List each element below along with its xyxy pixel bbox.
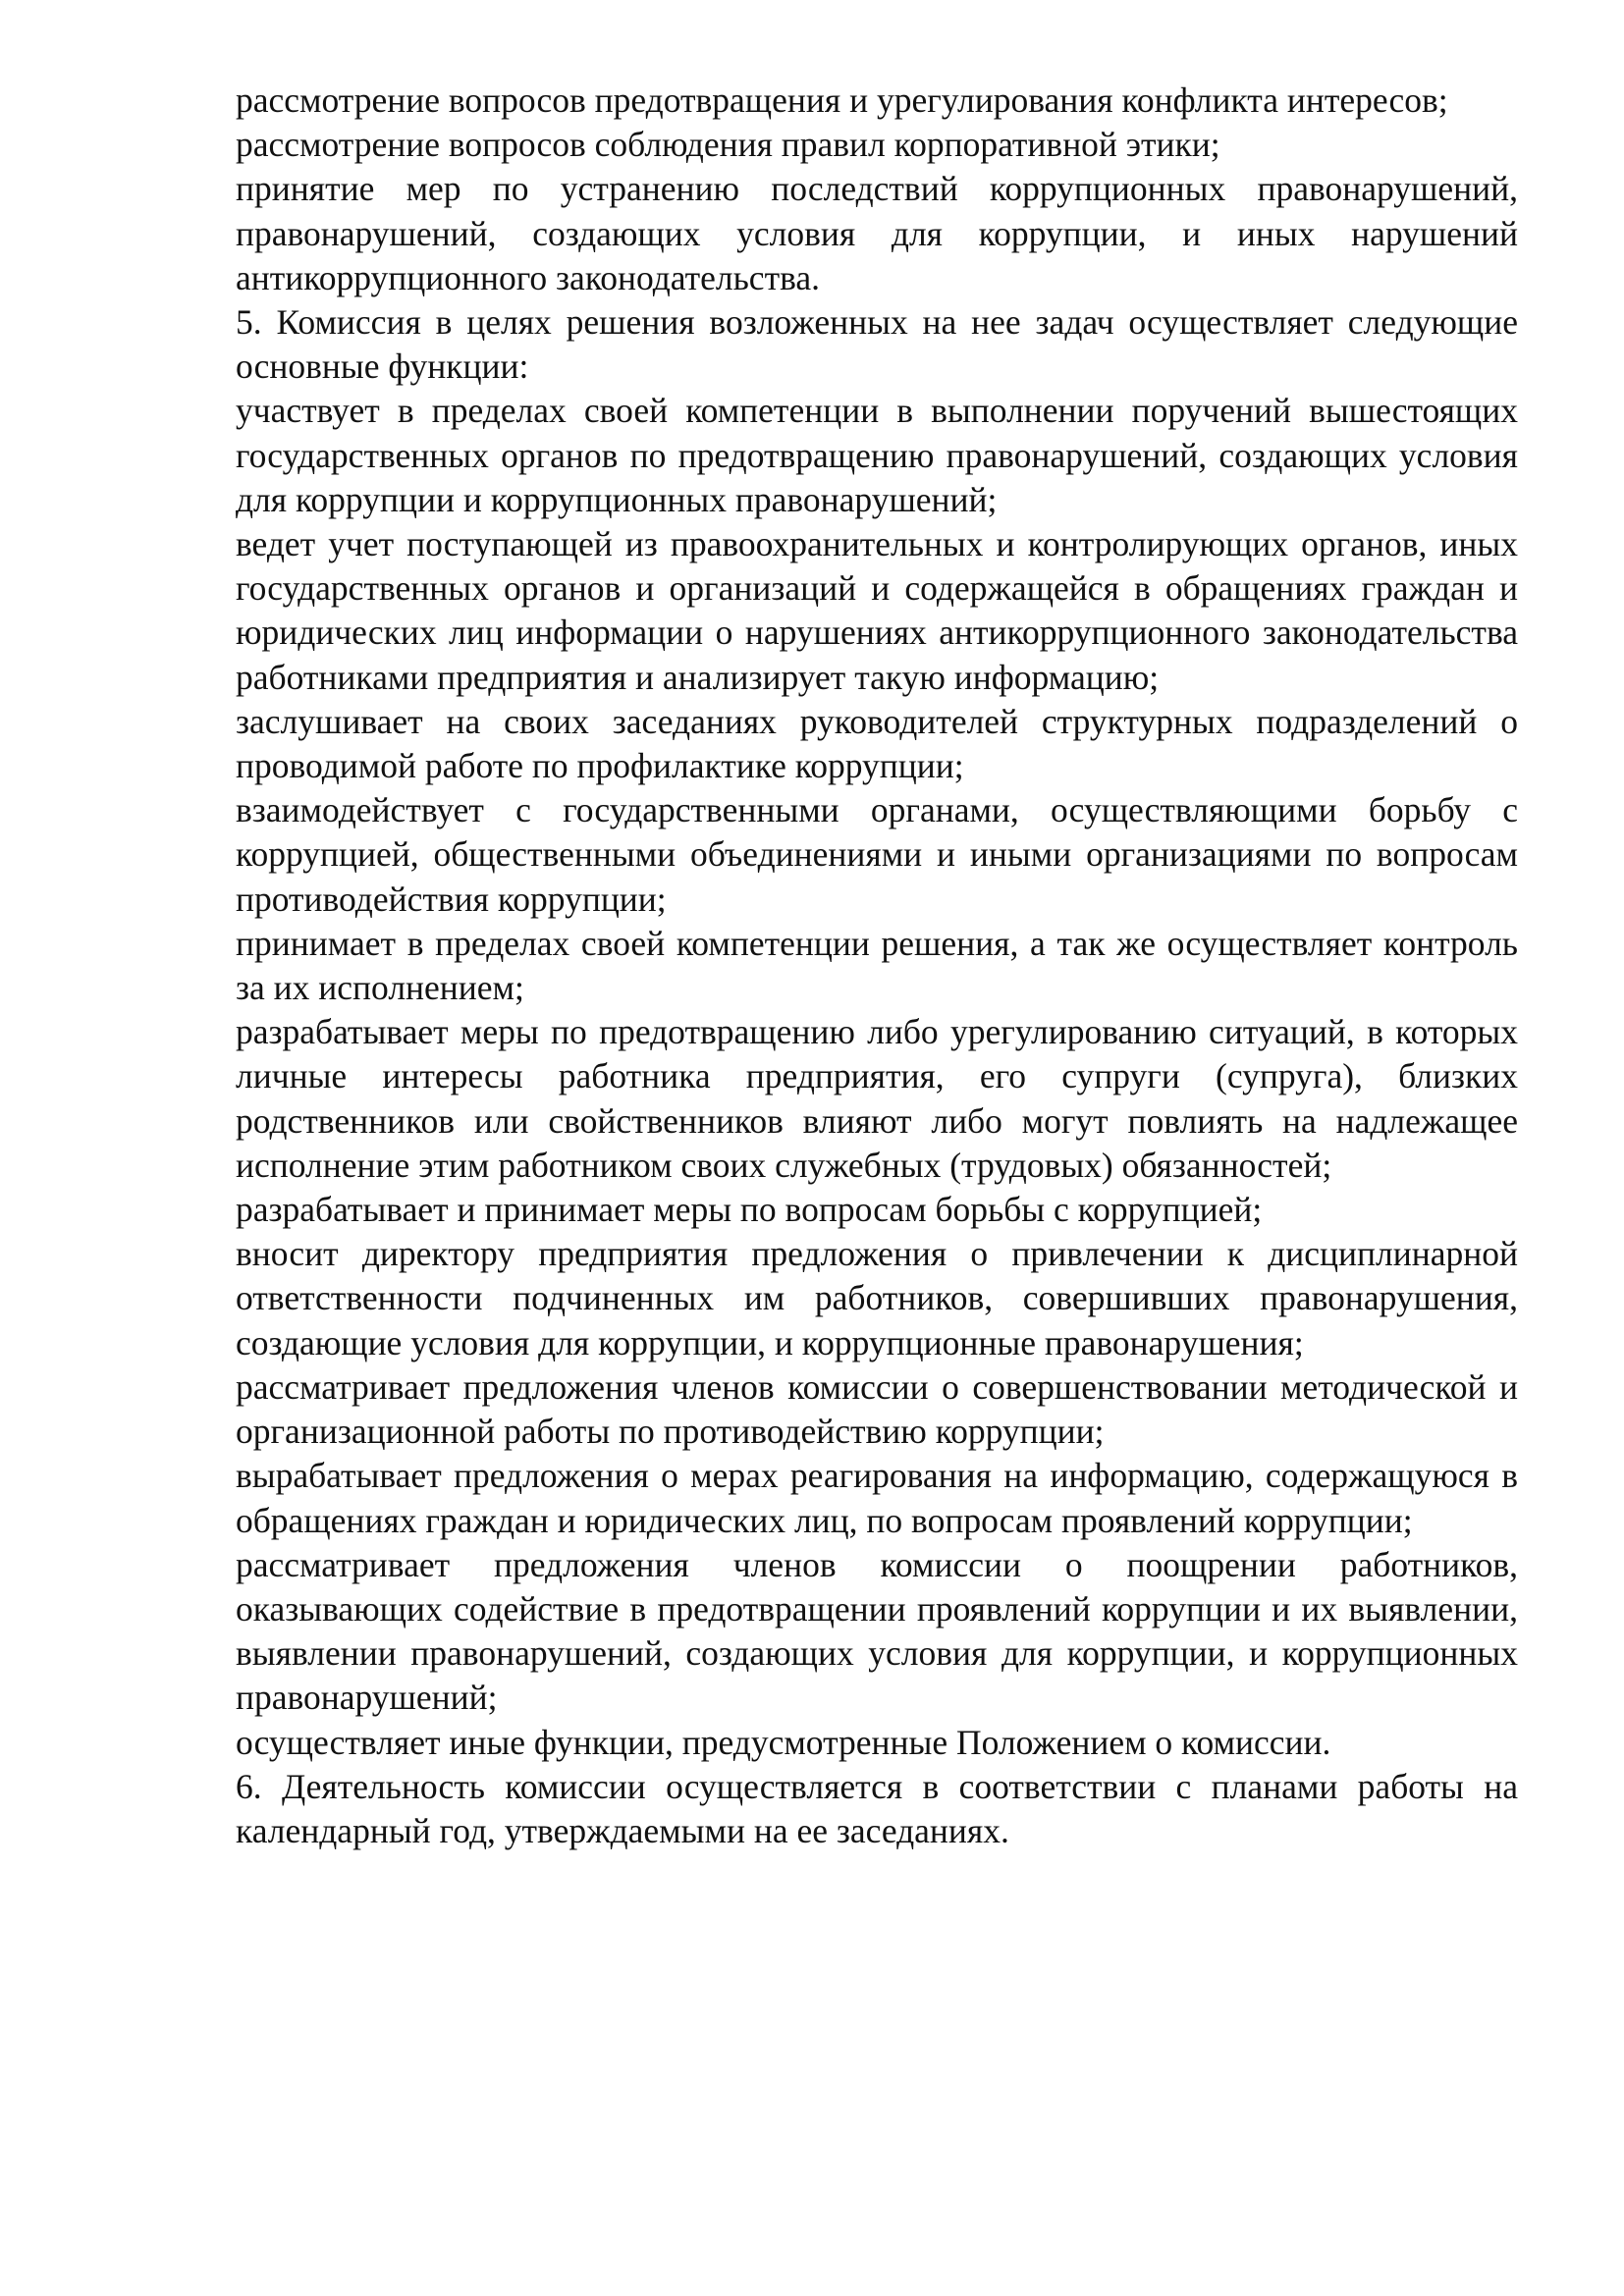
paragraph: рассмотрение вопросов предотвращения и урегулирования конфликта интересов;: [236, 80, 1448, 120]
paragraph: рассматривает предложения членов комиссии о поощрении работников, оказывающих содействие в предотвращении проявлений коррупции и их выявлении, выявлении правонарушений, создающих условия для коррупции, и коррупционных правонарушений;: [236, 1544, 1518, 1718]
paragraph: вносит директору предприятия предложения о привлечении к дисциплинарной ответственности подчиненных им работников, совершивших правонарушения, создающие условия для коррупции, и коррупционные правонарушения;: [236, 1234, 1518, 1362]
paragraph: принятие мер по устранению последствий коррупционных правонарушений, правонарушений, создающих условия для коррупции, и иных нарушений антикоррупционного законодательства.: [236, 169, 1518, 297]
paragraph: вырабатывает предложения о мерах реагирования на информацию, содержащуюся в обращениях граждан и юридических лиц, по вопросам проявлений коррупции;: [236, 1456, 1518, 1540]
paragraph: ведет учет поступающей из правоохранительных и контролирующих органов, иных государственных органов и организаций и содержащейся в обращениях граждан и юридических лиц информации о нарушениях антикоррупционного законодательства работниками предприятия и анализирует такую информацию;: [236, 524, 1518, 697]
paragraph: разрабатывает и принимает меры по вопросам борьбы с коррупцией;: [236, 1190, 1263, 1230]
paragraph: заслушивает на своих заседаниях руководителей структурных подразделений о проводимой работе по профилактике коррупции;: [236, 701, 1518, 786]
paragraph: рассмотрение вопросов соблюдения правил корпоративной этики;: [236, 125, 1220, 165]
paragraph: взаимодействует с государственными органами, осуществляющими борьбу с коррупцией, общественными объединениями и иными организациями по вопросам противодействия коррупции;: [236, 790, 1518, 919]
document-body: [236, 79, 1518, 1853]
paragraph: осуществляет иные функции, предусмотренные Положением о комиссии.: [236, 1722, 1331, 1762]
paragraph: принимает в пределах своей компетенции решения, а так же осуществляет контроль за их исполнением;: [236, 923, 1518, 1008]
numbered-paragraph: 6. Деятельность комиссии осуществляется в соответствии с планами работы на календарный год, утверждаемыми на ее заседаниях.: [236, 1766, 1518, 1850]
paragraph: рассматривает предложения членов комиссии о совершенствовании методической и организационной работы по противодействию коррупции;: [236, 1366, 1518, 1452]
paragraph: разрабатывает меры по предотвращению либо урегулированию ситуаций, в которых личные интересы работника предприятия, его супруги (супруга), близких родственников или свойственников влияют либо могут повлиять на надлежащее исполнение этим работником своих служебных (трудовых) обязанностей;: [236, 1012, 1518, 1185]
paragraph: участвует в пределах своей компетенции в выполнении поручений вышестоящих государственных органов по предотвращению правонарушений, создающих условия для коррупции и коррупционных правонарушений;: [236, 391, 1518, 519]
numbered-paragraph: 5. Комиссия в целях решения возложенных на нее задач осуществляет следующие основные функции:: [236, 302, 1518, 387]
